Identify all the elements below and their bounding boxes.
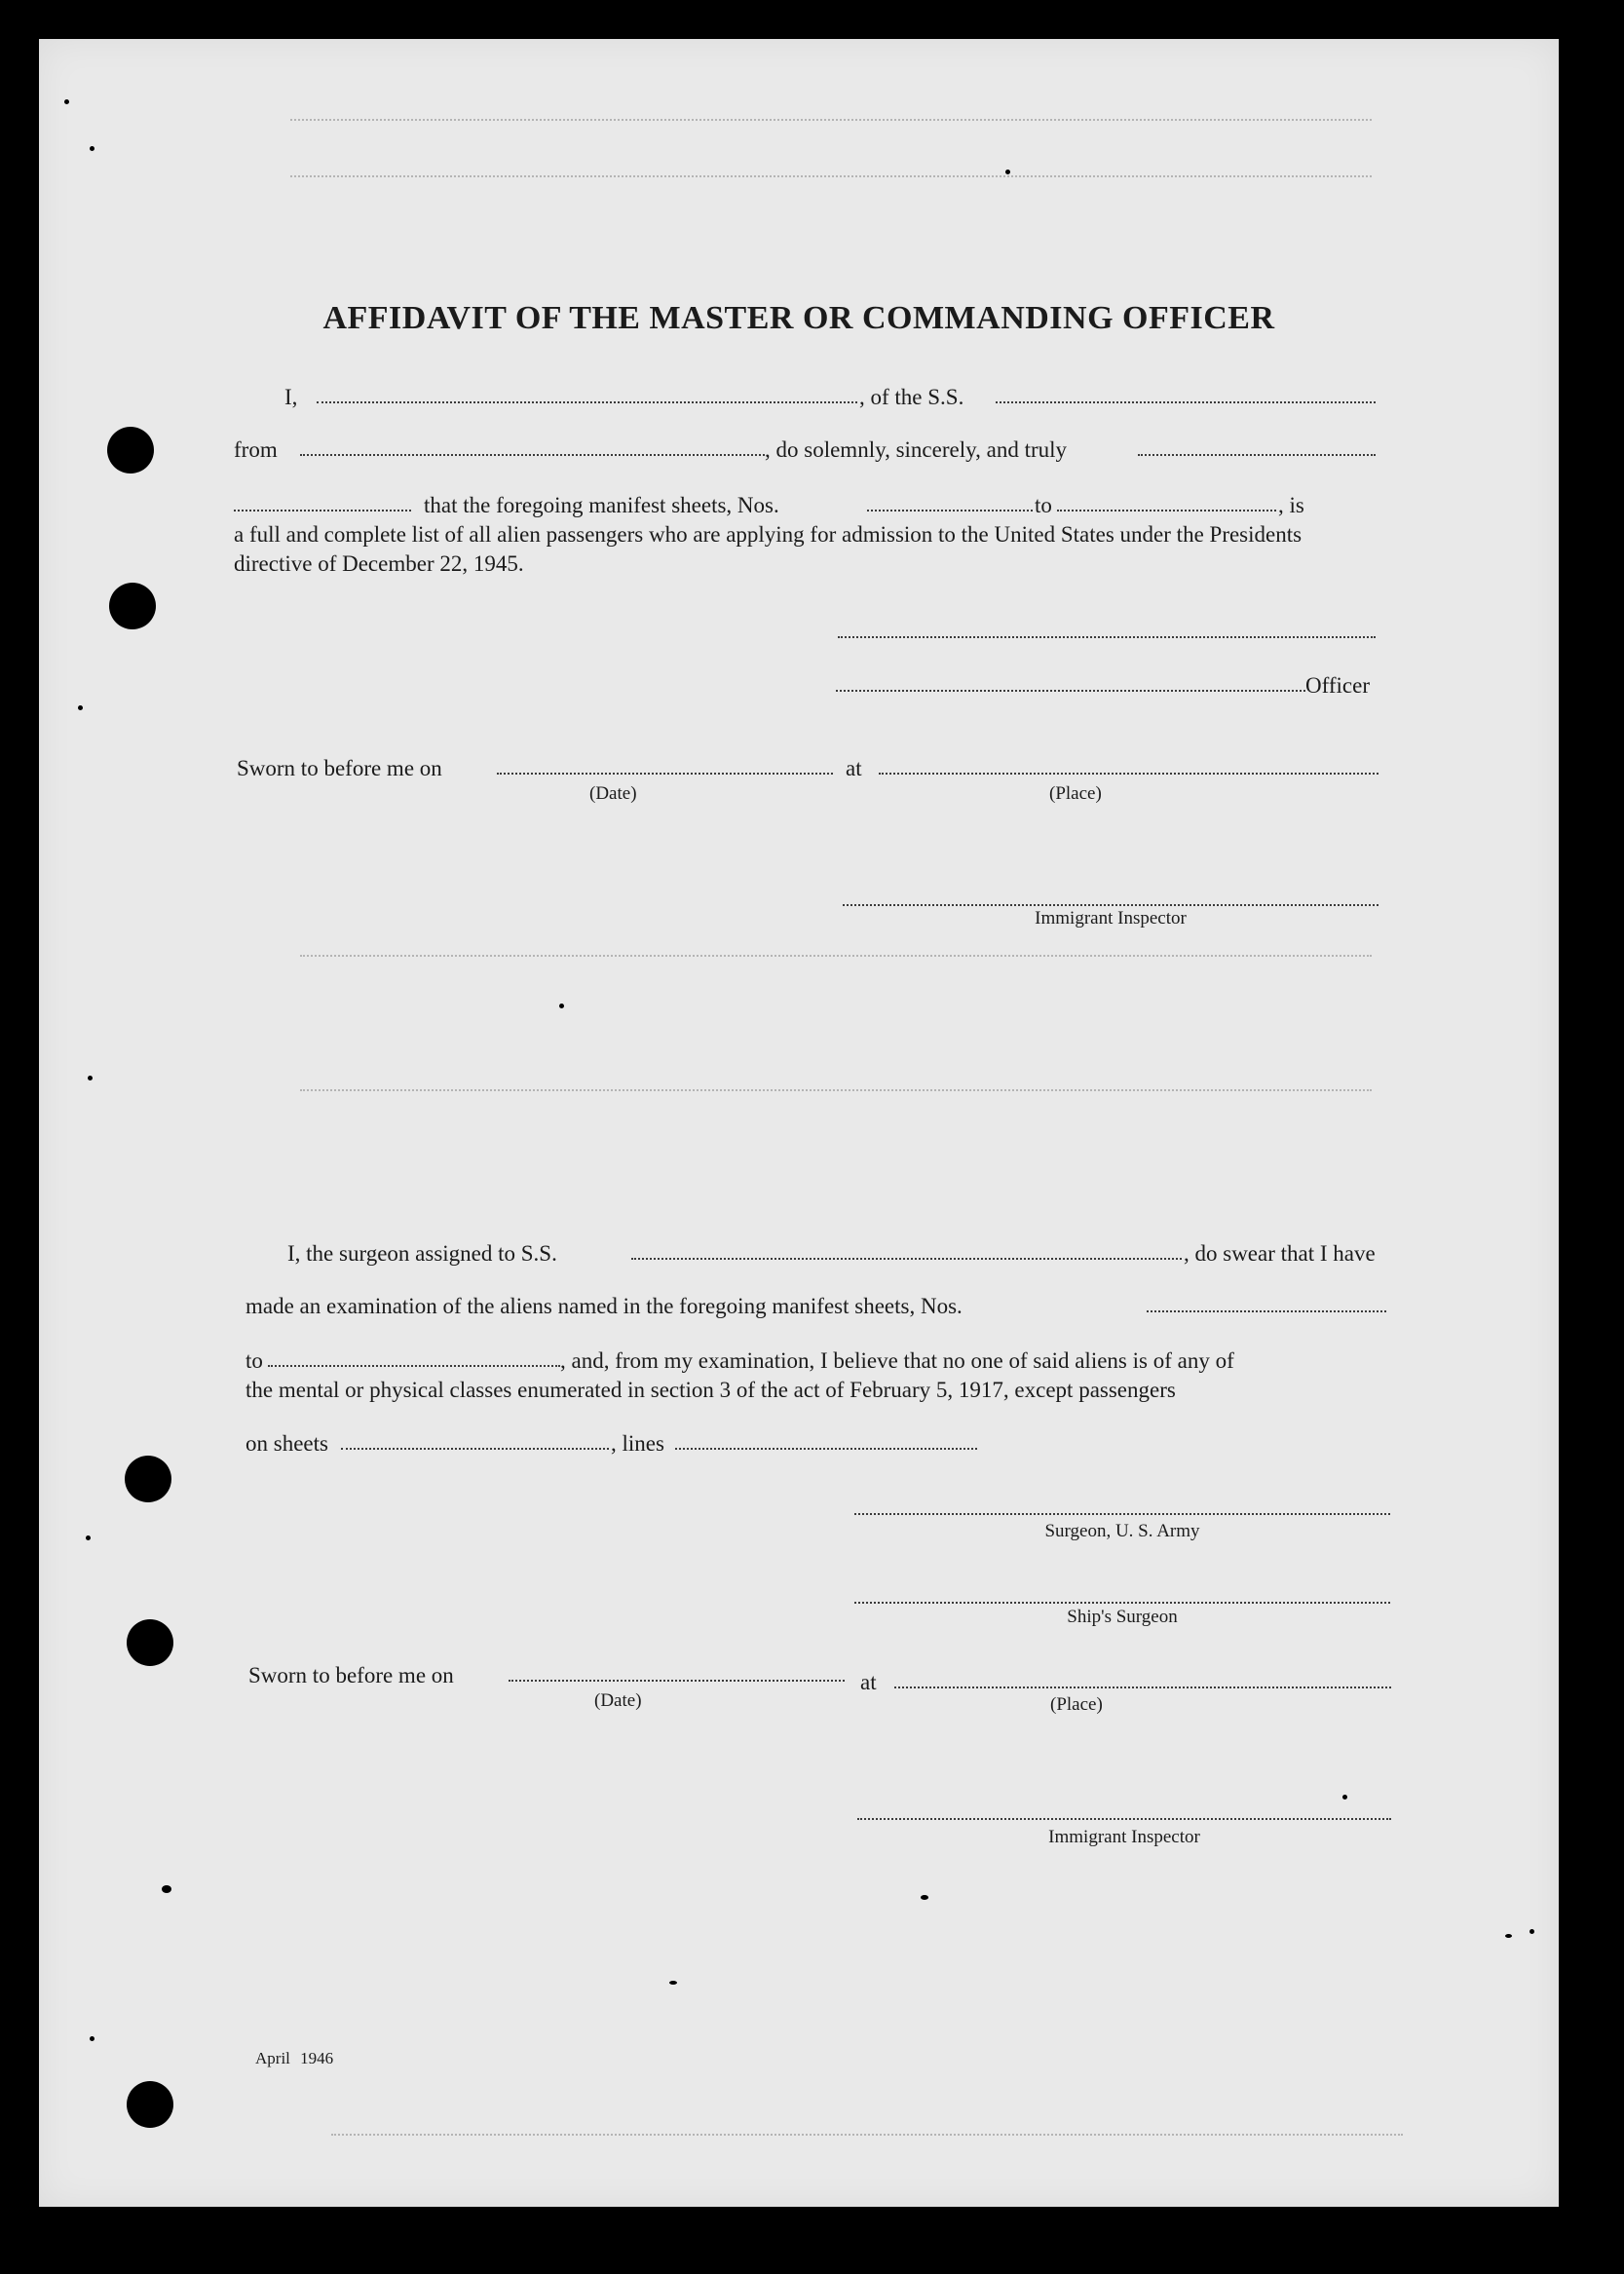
to-label: to bbox=[1035, 493, 1052, 517]
faint-header-line-2 bbox=[290, 175, 1372, 177]
master-inspector-signature-line[interactable] bbox=[843, 904, 1379, 906]
surgeon-place-caption: (Place) bbox=[1050, 1694, 1103, 1715]
form-title: AFFIDAVIT OF THE MASTER OR COMMANDING OFFICER bbox=[322, 300, 1275, 336]
scan-speck bbox=[1505, 1934, 1512, 1938]
binder-hole bbox=[127, 1619, 173, 1666]
master-sworn-label: Sworn to before me on bbox=[237, 756, 442, 780]
affidavit-form-page bbox=[39, 39, 1559, 2207]
army-surgeon-label: Surgeon, U. S. Army bbox=[1044, 1521, 1200, 1541]
surgeon-intro-label: I, the surgeon assigned to S.S. bbox=[287, 1241, 557, 1266]
surgeon-sheet-from-field[interactable] bbox=[1147, 1310, 1386, 1312]
is-label: , is bbox=[1278, 493, 1304, 517]
surgeon-inspector-label: Immigrant Inspector bbox=[1048, 1827, 1200, 1847]
of-ss-label: , of the S.S. bbox=[859, 385, 964, 409]
exception-lines-field[interactable] bbox=[675, 1448, 977, 1450]
binder-hole bbox=[109, 583, 156, 629]
form-revision-date: April 1946 bbox=[255, 2049, 334, 2067]
scan-speck bbox=[1005, 170, 1010, 174]
from-label: from bbox=[234, 437, 278, 462]
scan-speck bbox=[90, 2036, 94, 2041]
swear-label: , do swear that I have bbox=[1184, 1241, 1376, 1266]
officer-label: Officer bbox=[1305, 673, 1370, 698]
master-inspector-label: Immigrant Inspector bbox=[1035, 908, 1187, 929]
surgeon-at-label: at bbox=[860, 1670, 877, 1694]
examination-belief-label: , and, from my examination, I believe that no one of said aliens is of any of bbox=[560, 1348, 1234, 1373]
master-name-field[interactable] bbox=[317, 401, 857, 403]
army-surgeon-signature-line[interactable] bbox=[854, 1513, 1390, 1515]
oath-field[interactable] bbox=[1138, 454, 1376, 456]
surgeon-inspector-signature-line[interactable] bbox=[857, 1818, 1391, 1820]
faint-footer-line bbox=[331, 2134, 1403, 2136]
scan-speck bbox=[1530, 1929, 1534, 1934]
master-signature-line-2[interactable] bbox=[836, 690, 1305, 692]
surgeon-to-label: to bbox=[245, 1348, 263, 1373]
surgeon-ship-field[interactable] bbox=[631, 1258, 1182, 1260]
master-place-caption: (Place) bbox=[1049, 783, 1102, 804]
scan-speck bbox=[669, 1981, 677, 1985]
scan-speck bbox=[559, 1004, 564, 1008]
binder-hole bbox=[127, 2081, 173, 2128]
examination-label: made an examination of the aliens named in the foregoing manifest sheets, Nos. bbox=[245, 1294, 963, 1318]
surgeon-statement-text: the mental or physical classes enumerated in section 3 of the act of February 5, 1917, except passengers bbox=[245, 1378, 1176, 1402]
surgeon-sworn-place-field[interactable] bbox=[894, 1687, 1391, 1688]
scan-speck bbox=[78, 705, 83, 710]
binder-hole bbox=[125, 1456, 171, 1502]
surgeon-sworn-label: Sworn to before me on bbox=[248, 1663, 454, 1687]
faint-header-line-1 bbox=[290, 119, 1372, 121]
surgeon-sheet-to-field[interactable] bbox=[268, 1365, 560, 1367]
faint-divider-2 bbox=[300, 1089, 1372, 1091]
master-i-label: I, bbox=[284, 385, 298, 409]
binder-hole bbox=[107, 427, 154, 474]
master-at-label: at bbox=[846, 756, 862, 780]
ship-surgeon-label: Ship's Surgeon bbox=[1067, 1607, 1178, 1627]
scan-speck bbox=[64, 99, 69, 104]
scan-speck bbox=[88, 1076, 93, 1080]
scan-speck bbox=[86, 1535, 91, 1540]
from-port-field[interactable] bbox=[300, 454, 765, 456]
scan-speck bbox=[90, 146, 94, 151]
master-sworn-date-field[interactable] bbox=[497, 773, 833, 775]
lines-label: , lines bbox=[611, 1431, 664, 1456]
faint-divider-1 bbox=[300, 955, 1372, 957]
sheet-number-from-field[interactable] bbox=[867, 510, 1033, 512]
surgeon-sworn-date-field[interactable] bbox=[509, 1680, 845, 1682]
on-sheets-label: on sheets bbox=[245, 1431, 328, 1456]
sheet-number-to-field[interactable] bbox=[1057, 510, 1276, 512]
master-date-caption: (Date) bbox=[589, 783, 637, 804]
oath-field-continued[interactable] bbox=[234, 510, 411, 512]
master-statement-text: a full and complete list of all alien passengers who are applying for admission to the United States under the Presidents directive of December 22, 1945. bbox=[234, 522, 1303, 576]
scan-speck bbox=[921, 1895, 928, 1900]
master-sworn-place-field[interactable] bbox=[879, 773, 1379, 775]
scan-speck bbox=[162, 1885, 171, 1893]
surgeon-date-caption: (Date) bbox=[594, 1690, 642, 1711]
foregoing-sheets-label: that the foregoing manifest sheets, Nos. bbox=[424, 493, 779, 517]
exception-sheets-field[interactable] bbox=[341, 1448, 609, 1450]
ship-surgeon-signature-line[interactable] bbox=[854, 1602, 1390, 1604]
ship-name-field[interactable] bbox=[996, 401, 1376, 403]
scan-speck bbox=[1342, 1795, 1347, 1800]
solemnly-label: , do solemnly, sincerely, and truly bbox=[765, 437, 1068, 462]
master-signature-line-1[interactable] bbox=[838, 636, 1376, 638]
